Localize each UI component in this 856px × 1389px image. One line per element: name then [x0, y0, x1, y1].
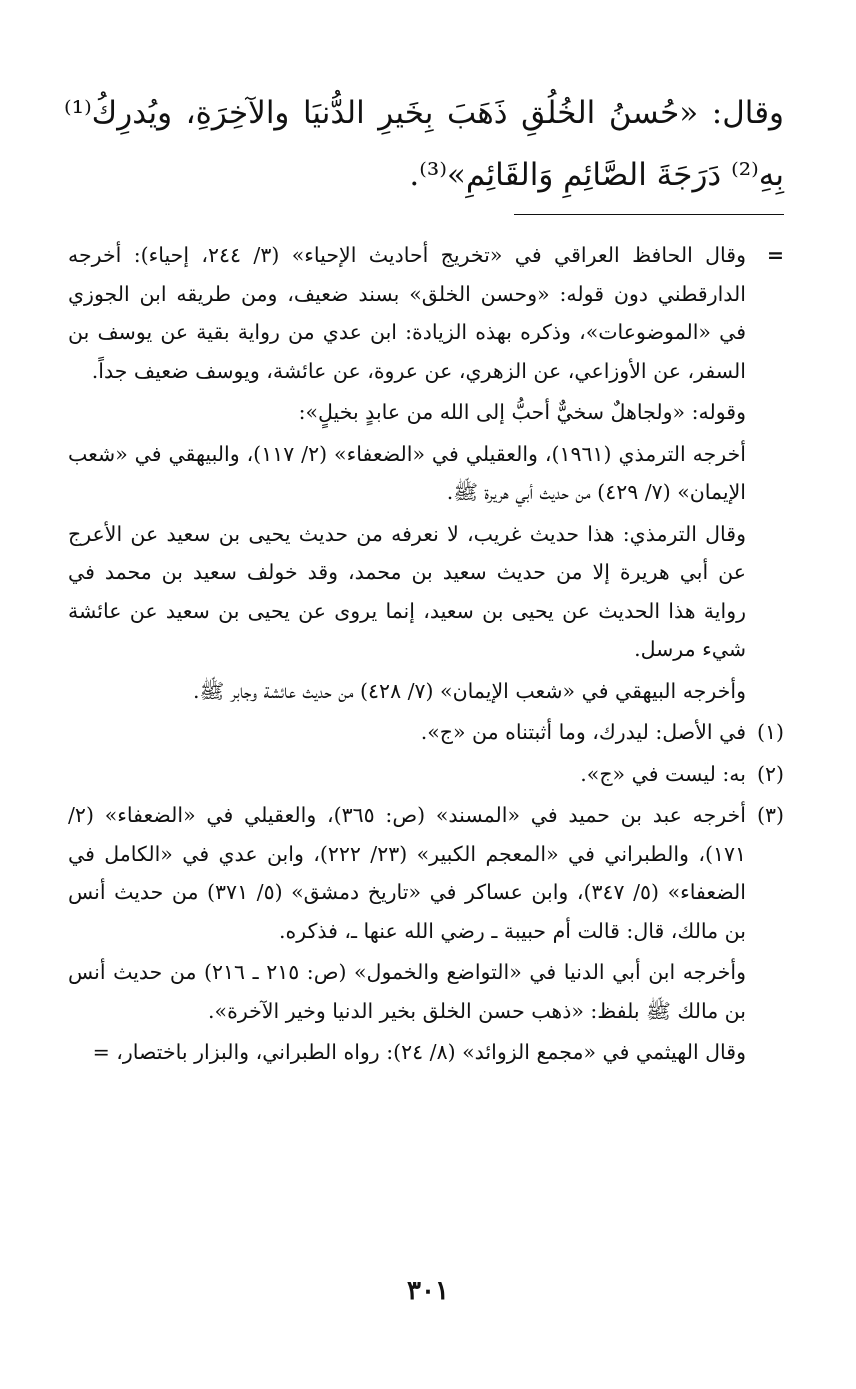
note-paragraph: وقال الترمذي: هذا حديث غريب، لا نعرفه من حديث يحيى بن سعيد عن الأعرج عن أبي هريرة إلا من حديث سعيد بن محمد، وقد خولف سعيد بن محمد في رواية هذا الحديث عن يحيى بن سعيد، إنما يروى عن يحيى بن سعيد عن عائشة شيء مرسل. — [68, 521, 746, 661]
continuation-marker: = — [766, 243, 784, 267]
footnote-text: وأخرجه ابن أبي الدنيا في «التواضع والخمول» (ص: ٢١٥ ـ ٢١٦) من حديث أنس بن مالك ﷺ بلفظ: «ذهب حسن الخلق بخير الدنيا وخير الآخرة». — [68, 960, 746, 1023]
main-hadith-text — [64, 82, 784, 206]
footnotes-section — [68, 236, 784, 1075]
footnote-number: (٢) — [756, 761, 784, 786]
footnote-2 — [68, 755, 784, 794]
footnote-text: في الأصل: ليدرك، وما أثبتناه من «ج». — [420, 720, 746, 744]
page-number: ٣٠١ — [407, 1276, 449, 1306]
main-paragraph: وقال: «حُسنُ الخُلُقِ ذَهَبَ بِخَيرِ الدُّنيَا والآخِرَةِ، ويُدرِكُ⁽¹⁾ بِهِ⁽²⁾ دَرَجَةَ الصَّائِمِ وَالقَائِمِ»⁽³⁾. — [64, 95, 784, 193]
footnote-3 — [68, 796, 784, 1072]
note-paragraph: وأخرجه البيهقي في «شعب الإيمان» (٧/ ٤٢٨) من حديث عائشة وجابر ﷺ. — [192, 678, 746, 703]
continued-note — [68, 236, 784, 710]
footnote-body — [68, 755, 746, 794]
note-paragraph: أخرجه الترمذي (١٩٦١)، والعقيلي في «الضعفاء» (٢/ ١١٧)، والبيهقي في «شعب الإيمان» (٧/ ٤٢٩) من حديث أبي هريرة ﷺ. — [68, 441, 746, 504]
footnote-number: (١) — [756, 720, 784, 744]
footnote-separator — [514, 214, 784, 215]
footnote-body — [68, 796, 746, 1072]
footnote-1 — [68, 713, 784, 752]
footnote-text: به: ليست في «ج». — [580, 761, 746, 786]
footnote-text: أخرجه عبد بن حميد في «المسند» (ص: ٣٦٥)، والعقيلي في «الضعفاء» (٢/ ١٧١)، والطبراني في «المعجم الكبير» (٢٣/ ٢٢٢)، وابن عدي في «الكامل في الضعفاء» (٥/ ٣٤٧)، وابن عساكر في «تاريخ دمشق» (٥/ ٣٧١) من حديث أنس بن مالك، قال: قالت أم حبيبة ـ رضي الله عنها ـ، فذكره. — [68, 803, 746, 943]
note-paragraph: وقال الحافظ العراقي في «تخريج أحاديث الإحياء» (٣/ ٢٤٤، إحياء): أخرجه الدارقطني دون قوله: «وحسن الخلق» بسند ضعيف، ومن طريقه ابن الجوزي في «الموضوعات»، وذكره بهذه الزيادة: ابن عدي من رواية بقية عن يوسف بن السفر، عن الأوزاعي، عن الزهري، عن عروة، عن عائشة، ويوسف ضعيف جداً. — [68, 243, 746, 383]
footnote-number: (٣) — [756, 803, 784, 827]
note-paragraph: وقوله: «ولجاهلٌ سخيٌّ أحبُّ إلى الله من عابدٍ بخيلٍ»: — [298, 400, 746, 424]
footnote-text: وقال الهيثمي في «مجمع الزوائد» (٨/ ٢٤): رواه الطبراني، والبزار باختصار، = — [92, 1040, 746, 1064]
footnote-body — [68, 713, 746, 752]
